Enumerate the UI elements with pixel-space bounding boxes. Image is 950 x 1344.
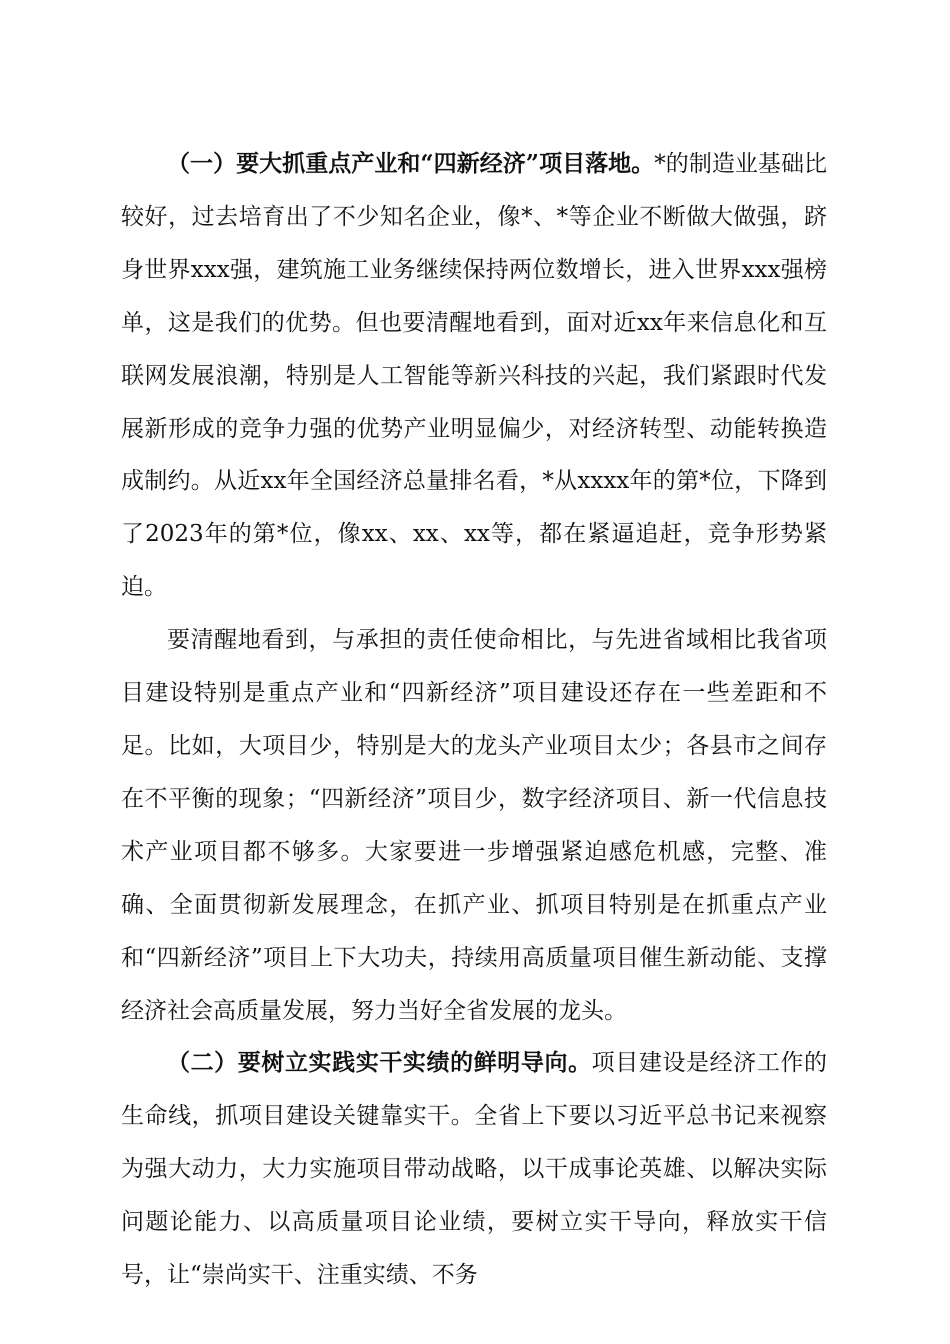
- section-heading-1: （一）要大抓重点产业和“四新经济”项目落地。: [167, 150, 655, 177]
- paragraph-2: [121, 614, 827, 1037]
- section-heading-2: （二）要树立实践实干实绩的鲜明导向。: [167, 1049, 592, 1077]
- paragraph-2-body: 要清醒地看到，与承担的责任使命相比，与先进省域相比我省项目建设特别是重点产业和“四新经济”项目建设还存在一些差距和不足。比如，大项目少，特别是大的龙头产业项目太少；各县市之间存在不平衡的现象；“四新经济”项目少，数字经济项目、新一代信息技术产业项目都不够多。大家要进一步增强紧迫感危机感，完整、准确、全面贯彻新发展理念，在抓产业、抓项目特别是在抓重点产业和“四新经济”项目上下大功夫，持续用高质量项目催生新动能、支撑经济社会高质量发展，努力当好全省发展的龙头。: [121, 627, 827, 1024]
- paragraph-3-body: 项目建设是经济工作的生命线，抓项目建设关键靠实干。全省上下要以习近平总书记来视察为强大动力，大力实施项目带动战略，以干成事论英雄、以解决实际问题论能力、以高质量项目论业绩，要树立实干导向，释放实干信号，让“崇尚实干、注重实绩、不务: [121, 1050, 828, 1289]
- document-page: [121, 138, 827, 1302]
- paragraph-3: [121, 1037, 827, 1302]
- paragraph-1-body: *的制造业基础比较好，过去培育出了不少知名企业，像*、*等企业不断做大做强，跻身世界xxx强，建筑施工业务继续保持两位数增长，进入世界xxx强榜单，这是我们的优势。但也要清醒地看到，面对近xx年来信息化和互联网发展浪潮，特别是人工智能等新兴科技的兴起，我们紧跟时代发展新形成的竞争力强的优势产业明显偏少，对经济转型、动能转换造成制约。从近xx年全国经济总量排名看，*从xxxx年的第*位，下降到了2023年的第*位，像xx、xx、xx等，都在紧逼追赶，竞争形势紧迫。: [121, 151, 827, 601]
- paragraph-1: [121, 138, 827, 614]
